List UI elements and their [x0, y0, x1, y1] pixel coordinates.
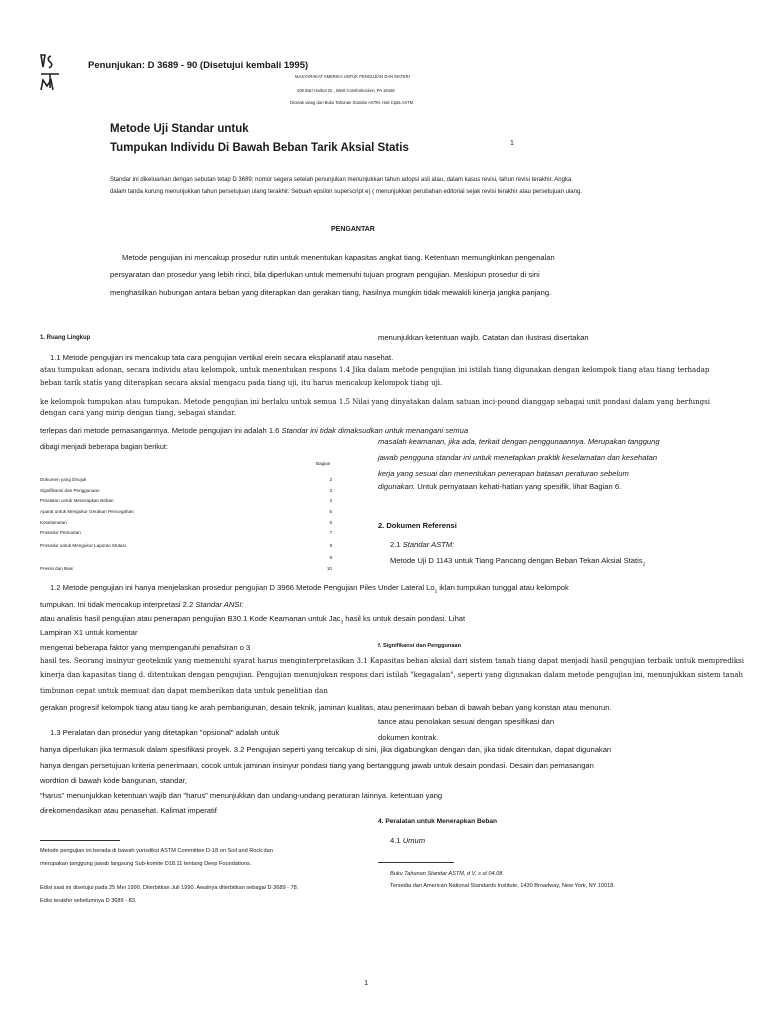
serif-line-2: beban tarik statis yang diterapkan secara aksial mengacu pada tiang uji, itu harus mencakup kelompok tiang uji. [40, 379, 443, 387]
footnote-left-2a: Edisi saat ini disetujui pada 25 Mei 1990. Diterbitkan Juli 1990. Awalnya diterbitkan sebagai D 3689 - 78. [40, 885, 299, 891]
table-row [40, 530, 332, 535]
table-row [40, 509, 332, 514]
page-number: 1 [364, 978, 369, 987]
table-row-label: Signifikansi dan Penggunaan [40, 488, 100, 493]
para-1-2a-text: 1.2 Metode pengujian ini hanya menjelaskan prosedur pengujian D 3966 Metode Pengujian Piles Under Lateral Lo [50, 583, 435, 592]
table-row-section: 3 [329, 488, 332, 493]
para-1-2b-text: tumpukan. Ini tidak mencakup interpretasi 2.2 [40, 600, 194, 609]
safety-line-2: jawab pengguna standar ini untuk menetapkan praktik keselamatan dan kesehatan [378, 453, 658, 462]
mixed-line-a: terlepas dari metode pemasangannya. Metode pengujian ini adalah 1.6 [40, 426, 280, 435]
title-line-1: Metode Uji Standar untuk [110, 123, 249, 135]
serif-line-1: atau tumpukan adonan, secara individu atau kelompok, untuk menentukan respons 1.4 Jika dalam metode pengujian ini istilah tiang digunakan dengan kelompok tiang atau tiang terhadap [40, 366, 710, 374]
para-1-2c-text: atau analisis hasil pengujian atau penerapan pengujian B30.1 Kode Keamanan untuk Jac [40, 614, 341, 623]
long-line-1: hanya diperlukan jika termasuk dalam spesifikasi proyek. 3.2 Pengujian seperti yang tercakup di sini, jika digabungkan dengan dan, jika tidak ditentukan, dapat digunakan [40, 745, 612, 754]
intro-heading: PENGANTAR [331, 226, 375, 233]
long-line-3: wordtion di bawah kode bangunan, standar, [40, 776, 187, 785]
section-4-1 [390, 836, 425, 845]
table-row-section: 10 [326, 566, 332, 571]
serif-line-7: timbunan cepat untuk memuat dan dapat memberikan data untuk penelitian dan [40, 687, 328, 695]
mengenai-line: mengenai beberapa faktor yang mempengaruhi penafsiran o 3 [40, 643, 251, 652]
table-row-label: Aparat untuk Mengukur Gerakan Pencegahan [40, 509, 134, 514]
table-header-bagian: Bagian [316, 461, 331, 466]
safety-line-1: masalah keamanan, jika ada, terkait dengan penggunaannya. Merupakan tanggung [378, 437, 660, 446]
intro-line-2: persyaratan dan prosedur yang lebih rinci, bila diperlukan untuk memenuhi tujuan program pengujian. Meskipun prosedur di sini [110, 270, 540, 279]
publisher-line-2: 100 Barr Harbor Dr., West Conshohocken, PA 19428 [297, 88, 395, 93]
para-1-2a-tail: iklan tumpukan tunggal atau kelompok [439, 583, 569, 592]
para-1-1: 1.1 Metode pengujian ini mencakup tata cara pengujian vertikal erein secara eksplanatif atau nasehat. [50, 353, 394, 362]
para-1-2c-sub: 3 [340, 619, 344, 625]
table-row [40, 566, 332, 571]
para-1-2a-sub: 2 [434, 588, 438, 594]
table-row-label: Prosedur Pemuatan [40, 530, 81, 535]
safety-line-4-rest: Untuk pernyataan kehati-hatian yang spesifik, lihat Bagian 6. [415, 482, 622, 491]
table-row-section: 2 [329, 477, 332, 482]
table-row-label: Prosedur untuk Mengukur Laporan Mutasi [40, 543, 126, 548]
section-2-ref [390, 556, 645, 567]
designation: Penunjukan: D 3689 - 90 (Disetujui kembali 1995) [88, 60, 309, 71]
para-1-2b-ital: Standar ANSI: [195, 600, 244, 609]
footnote-right-2: Tersedia dari American National Standards Institute, 1430 Broadway, New York, NY 10018. [390, 883, 615, 889]
lampiran-line: Lampiran X1 untuk komentar [40, 628, 138, 637]
serif-line-4: dengan cara yang mirip dengan tiang, sebagai standar. [40, 409, 237, 417]
dokumen-line: dokumen kontrak. [378, 733, 439, 742]
table-row-label: Keselamatan [40, 520, 67, 525]
serif-line-6: kinerja dan kapasitas tiang d. ditentukan dengan pengujian. Pengujian menunjukan respons dari istilah "kegagalan", seperti yang digunakan dalam metode pengujian ini, menunjukkan sistem tanah [40, 671, 744, 679]
astm-logo [38, 52, 62, 92]
mixed-line-b: Standar ini tidak dimaksudkan untuk menangani semua [281, 426, 469, 435]
section-4-1-num: 4.1 [390, 836, 401, 845]
section-2-1 [390, 540, 454, 549]
table-row-label: Peralatan untuk Menerapkan Beban [40, 498, 114, 503]
table-row-section: 7 [329, 530, 332, 535]
section-4-1-label: Umum [402, 836, 426, 845]
para-1-2a [50, 583, 569, 594]
safety-line-4-ital: digunakan. [378, 482, 416, 491]
footnote-rule-left [40, 840, 120, 841]
divided-into: dibagi menjadi beberapa bagian berikut: [40, 442, 168, 451]
footnote-left-1b: merupakan tanggung jawab langsung Sub-komite D18.11 tentang Deep Foundations. [40, 861, 252, 867]
title-line-2: Tumpukan Individu Di Bawah Beban Tarik Aksial Statis [110, 142, 409, 154]
harus-line: "harus" menunjukkan ketentuan wajib dan "harus" menunjukkan dan undang-undang peraturan lainnya. ketentuan yang [40, 791, 443, 800]
mandatory-note: menunjukkan ketentuan wajib. Catatan dan ilustrasi disertakan [378, 333, 589, 342]
footnote-right-1: Buku Tahunan Standar ASTM, d V. s ol 04.08. [390, 871, 504, 877]
para-1-2c-tail: hasil ks untuk desain pondasi. Lihat [345, 614, 466, 623]
para-1-2c [40, 614, 465, 625]
table-row [40, 520, 332, 525]
section-2-ref-sub: 2 [642, 561, 646, 567]
intro-line-3: menghasilkan hubungan antara beban yang diterapkan dan gerakan tiang, hasilnya mungkin tidak mewakili kinerja jangka panjang. [110, 288, 552, 297]
table-row-label: Presisi dan Bias [40, 566, 73, 571]
safety-line-4 [378, 482, 621, 491]
section-4-heading: 4. Peralatan untuk Menerapkan Beban [378, 818, 498, 825]
table-row-section: 5 [329, 509, 332, 514]
para-1-2b [40, 600, 244, 609]
section-2-heading: 2. Dokumen Referensi [378, 521, 457, 530]
section-2-1-num: 2.1 [390, 540, 401, 549]
table-row-label: Dokumen yang Dirujuk [40, 477, 87, 482]
footnote-rule-right [378, 862, 454, 863]
section-2-ref-text: Metode Uji D 1143 untuk Tiang Pancang dengan Beban Tekan Aksial Statis [390, 556, 643, 565]
tance-line: tance atau penolakan sesuai dengan spesifikasi dan [378, 717, 555, 726]
table-row [40, 477, 332, 482]
table-row-section: 9 [329, 555, 332, 560]
footnote-left-2b: Edisi terakhir sebelumnya D 3689 - 83. [40, 898, 137, 904]
long-line-2: hanya dengan persetujuan kriteria penerimaan, cocok untuk jaminan insinyur pondasi tiang yang bertanggung jawab untuk desain pondasi. Desain dan pemasangan [40, 761, 594, 770]
notice-line-1: Standar ini dikeluarkan dengan sebutan tetap D 3689; nomor segera setelah penunjukan menunjukkan tahun adopsi asli atau, dalam kasus revisi, tahun revisi terakhir. Angka [110, 177, 572, 183]
section-2-1-label: Standar ASTM: [402, 540, 455, 549]
serif-line-5: hasil tes. Seorang insinyur geoteknik yang memenuhi syarat harus menginterpretasikan 3.1 Kapasitas beban aksial dari sistem tanah tiang dapat menjadi hasil pengujian terbaik untuk memprediksi [40, 657, 744, 665]
table-row-section: 8 [329, 543, 332, 548]
table-row-section: 6 [329, 520, 332, 525]
intro-line-1: Metode pengujian ini mencakup prosedur rutin untuk menentukan kapasitas angkat tiang. Ketentuan memungkinkan pengenalan [122, 253, 555, 262]
publisher-line-1: MASYARAKAT AMERIKA UNTUK PENGUJIAN DAN MATERI [295, 74, 410, 79]
section-1-heading: 1. Ruang Lingkup [40, 335, 91, 341]
table-row [40, 543, 332, 548]
title-footnote-marker: 1 [510, 140, 514, 147]
direkomendasikan-line: direkomendasikan atau penasehat. Kalimat imperatif [40, 806, 217, 815]
table-row [40, 498, 332, 503]
safety-line-3: kerja yang sesuai dan menentukan penerapan batasan peraturan sebelum [378, 469, 629, 478]
section-3-heading: f. Signifikansi dan Penggunaan [378, 643, 461, 649]
gerakan-line: gerakan progresif kelompok tiang atau tiang ke arah pembangunan, desain teknik, jaminan kualitas, atau penerimaan beban di bawah beban yang konstan atau menurun. [40, 703, 612, 712]
table-row-section: 4 [329, 498, 332, 503]
publisher-line-3: Dicetak ulang dari Buku Tahunan Standar ASTM. Hak Cipta ASTM [290, 100, 414, 105]
table-row [40, 488, 332, 493]
mixed-line [40, 426, 468, 435]
para-1-3: 1.3 Peralatan dan prosedur yang ditetapkan "opsional" adalah untuk [50, 728, 280, 737]
serif-line-3: ke kelompok tumpukan atau tumpukan. Metode pengujian ini berlaku untuk semua 1.5 Nilai yang dinyatakan dalam satuan inci-pound dianggap sebagai unit pondasi dalam yang berfungsi [40, 398, 710, 406]
footnote-left-1a: Metode pengujian ini berada di bawah yurisdiksi ASTM Committee D-18 on Soil and Rock dan [40, 848, 273, 854]
notice-line-2: dalam tanda kurung menunjukkan tahun persetujuan ulang terakhir. Sebuah epsilon superscript e) ( menunjukkan perubahan editorial sejak revisi terakhir atau persetujuan ulang. [110, 189, 582, 195]
